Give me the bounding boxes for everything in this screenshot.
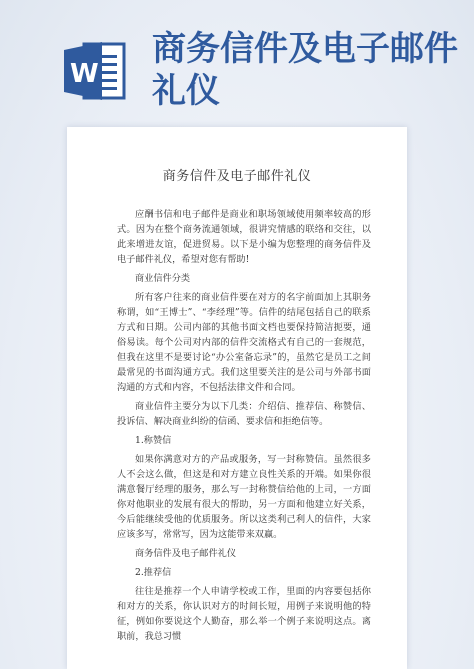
section-heading-categories: 商业信件分类 (135, 273, 191, 284)
word-document-icon (62, 38, 128, 104)
word-icon-letter: W (70, 59, 99, 89)
document-title: 商务信件及电子邮件礼仪 (162, 169, 312, 184)
body-paragraph: 往往是推荐一个人申请学校或工作，里面的内容要包括你和对方的关系，你认识对方的时间长短，用例子来说明他的特征，例如你要说这个人勤奋，那么举一个例子来说明这点。离职前，我总习惯 (117, 586, 371, 642)
section-heading-recommendation-letter: 2.推荐信 (135, 567, 172, 578)
body-paragraph: 如果你满意对方的产品或服务，写一封称赞信。虽然很多人不会这么做，但这是和对方建立良性关系的开端。如果你很满意餐厅经理的服务，那么写一封称赞信给他的上司，一方面你对他职业的发展有很大的帮助，另一方面和他建立好关系，今后能继续受他的优质服务。所以这类利己利人的信件，大家应该多写，常常写，因为这能带来双赢。 (117, 454, 371, 540)
section-heading-repeat-title: 商务信件及电子邮件礼仪 (135, 548, 237, 559)
body-paragraph: 商业信件主要分为以下几类：介绍信、推荐信、称赞信、投诉信、解决商业纠纷的信函、要求信和拒绝信等。 (117, 401, 371, 427)
body-paragraph: 所有客户往来的商业信件要在对方的名字前面加上其职务称谓，如“王博士”、“李经理”等。信件的结尾包括自己的联系方式和日期。公司内部的其他书面文档也要保持简洁扼要，通俗易读。每个公司对内部的信件交流格式有自己的一套规范，但我在这里不是要讨论“办公室备忘录”的，虽然它是员工之间最常见的书面沟通方式。我们这里要关注的是公司与外部书面沟通的方式和内容，不包括法律文件和合同。 (117, 292, 371, 393)
intro-paragraph: 应酬书信和电子邮件是商业和职场领域使用频率较高的形式。因为在整个商务流通领域，很讲究情感的联络和交往，以此来增进友谊，促进贸易。以下是小编为您整理的商务信件及电子邮件礼仪，希望对您有帮助! (117, 209, 371, 265)
document-page (67, 127, 407, 669)
header-title: 商务信件及电子邮件礼仪 (152, 29, 458, 111)
section-heading-praise-letter: 1.称赞信 (135, 435, 172, 446)
header-banner (0, 0, 474, 120)
document-body (117, 207, 371, 648)
